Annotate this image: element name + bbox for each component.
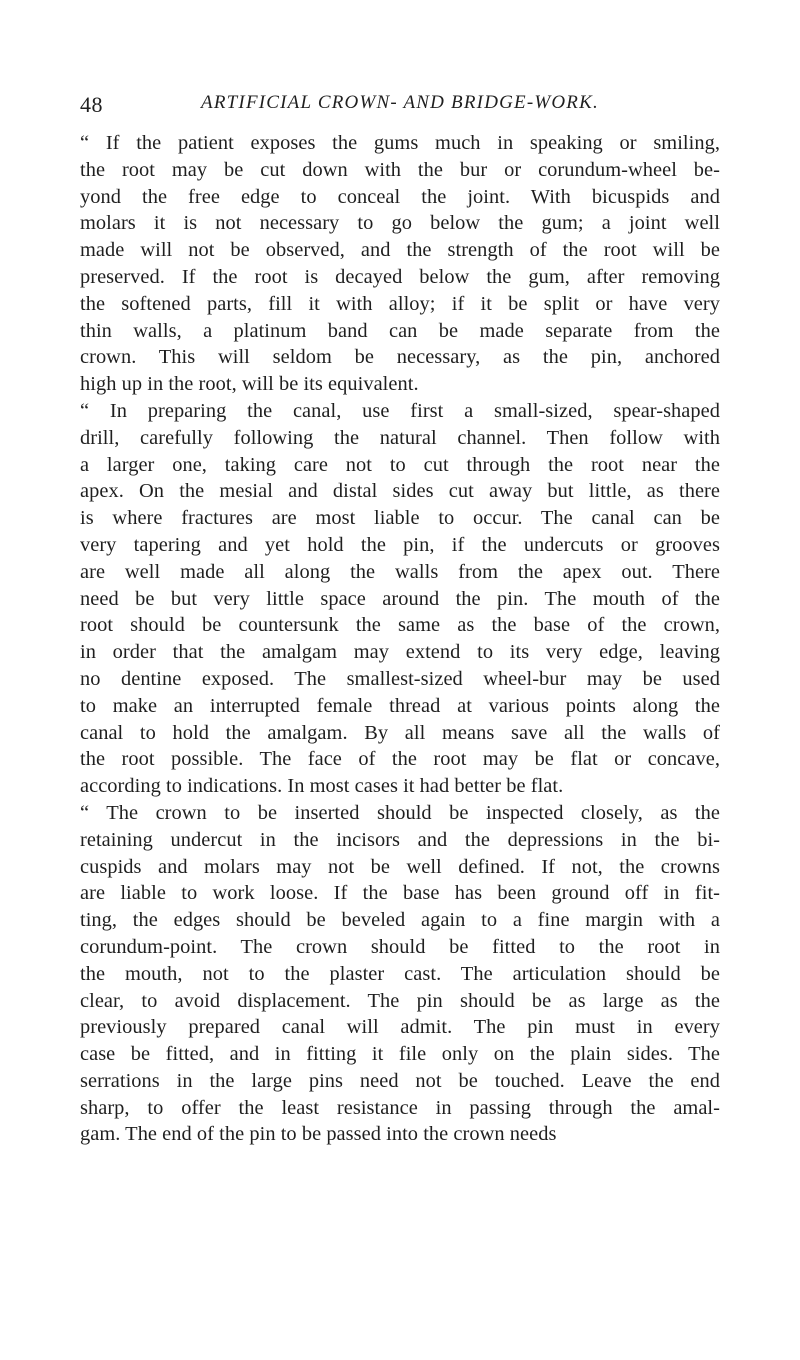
text-line: case be fitted, and in fitting it file only on the plain sides. The [80, 1043, 720, 1066]
text-line: yond the free edge to conceal the joint. With bicuspids and [80, 185, 720, 208]
text-line: the softened parts, fill it with alloy; if it be split or have very [80, 292, 720, 315]
text-line: the root may be cut down with the bur or corundum-wheel be- [80, 158, 720, 181]
text-line: a larger one, taking care not to cut through the root near the [80, 453, 720, 476]
text-line: to make an interrupted female thread at various points along the [80, 694, 720, 717]
text-line: “ The crown to be inserted should be inspected closely, as the [80, 801, 720, 824]
text-line: root should be countersunk the same as the base of the crown, [80, 614, 720, 637]
text-line: high up in the root, will be its equivalent. [80, 373, 419, 396]
text-line: ting, the edges should be beveled again to a fine margin with a [80, 909, 720, 932]
running-title: ARTIFICIAL CROWN- AND BRIDGE-WORK. [201, 92, 599, 113]
text-line: apex. On the mesial and distal sides cut away but little, as there [80, 480, 720, 503]
text-line: need be but very little space around the pin. The mouth of the [80, 587, 720, 610]
text-line: corundum-point. The crown should be fitted to the root in [80, 935, 720, 958]
text-line: the mouth, not to the plaster cast. The articulation should be [80, 962, 720, 985]
text-line: no dentine exposed. The smallest-sized wheel-bur may be used [80, 667, 720, 690]
text-line: sharp, to offer the least resistance in passing through the amal- [80, 1096, 720, 1119]
text-line: made will not be observed, and the strength of the root will be [80, 239, 720, 262]
text-line: canal to hold the amalgam. By all means save all the walls of [80, 721, 720, 744]
text-line: retaining undercut in the incisors and the depressions in the bi- [80, 828, 720, 851]
text-line: according to indications. In most cases it had better be flat. [80, 775, 564, 798]
text-line: are well made all along the walls from the apex out. There [80, 560, 720, 583]
text-line: preserved. If the root is decayed below the gum, after removing [80, 265, 720, 288]
text-line: crown. This will seldom be necessary, as the pin, anchored [80, 346, 720, 369]
text-line: gam. The end of the pin to be passed into the crown needs [80, 1123, 557, 1146]
text-line: the root possible. The face of the root may be flat or concave, [80, 748, 720, 771]
text-line: are liable to work loose. If the base has been ground off in fit- [80, 882, 720, 905]
text-line: drill, carefully following the natural channel. Then follow with [80, 426, 720, 449]
text-line: “ If the patient exposes the gums much in speaking or smiling, [80, 132, 720, 154]
text-line: thin walls, a platinum band can be made separate from the [80, 319, 720, 342]
text-line: clear, to avoid displacement. The pin should be as large as the [80, 989, 720, 1012]
text-line: serrations in the large pins need not be touched. Leave the end [80, 1069, 720, 1092]
body-text [80, 130, 720, 1148]
page-number: 48 [80, 92, 103, 117]
text-line: is where fractures are most liable to occur. The canal can be [80, 507, 720, 530]
text-line: molars it is not necessary to go below the gum; a joint well [80, 212, 720, 235]
page-header [80, 92, 720, 122]
text-line: cuspids and molars may not be well defined. If not, the crowns [80, 855, 720, 878]
text-line: “ In preparing the canal, use first a small-sized, spear-shaped [80, 399, 720, 422]
text-line: very tapering and yet hold the pin, if the undercuts or grooves [80, 533, 720, 556]
text-line: previously prepared canal will admit. The pin must in every [80, 1016, 720, 1039]
text-line: in order that the amalgam may extend to its very edge, leaving [80, 641, 720, 664]
